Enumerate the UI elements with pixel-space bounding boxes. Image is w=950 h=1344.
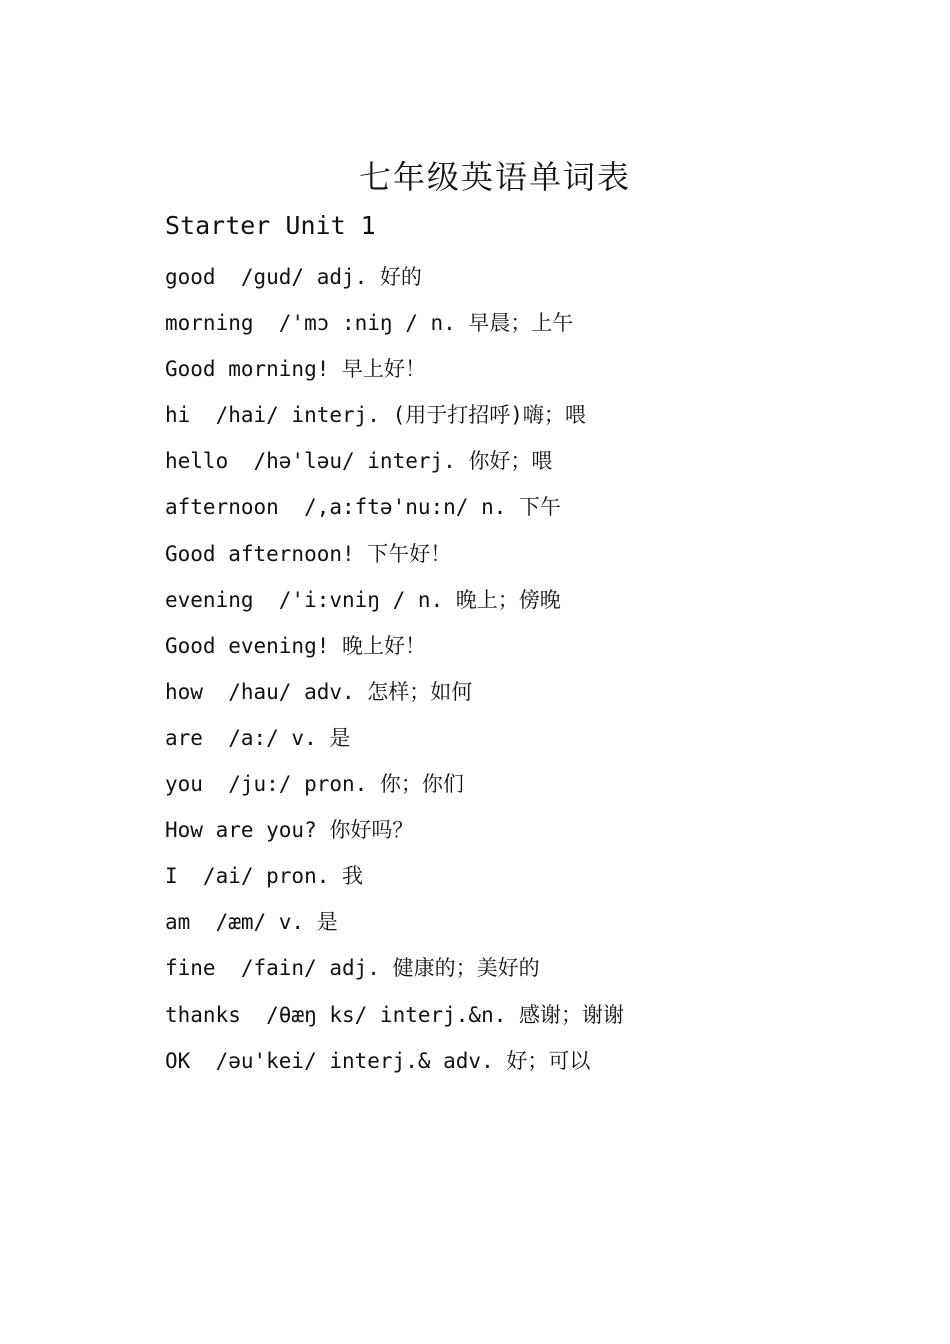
vocab-entry: thanks /θæŋ ks/ interj.&n. 感谢；谢谢 [165,1002,625,1027]
vocab-entry: how /hau/ adv. 怎样；如何 [165,679,473,704]
vocab-entry: afternoon /,a:ftə'nu:n/ n. 下午 [165,495,562,520]
vocab-entry: I /ai/ pron. 我 [165,864,364,889]
document-title: 七年级英语单词表 [358,158,631,196]
unit-heading: Starter Unit 1 [165,211,376,240]
vocab-entry: OK /əu'kei/ interj.& adv. 好；可以 [165,1048,591,1073]
vocabulary-list [165,257,624,1087]
vocab-entry: evening /'i:vniŋ / n. 晚上；傍晚 [165,587,561,612]
vocab-entry: you /ju:/ pron. 你；你们 [165,772,464,797]
vocab-entry: Good evening! 晚上好！ [165,633,427,658]
vocab-entry: hello /hə'ləu/ interj. 你好；喂 [165,449,553,474]
vocab-entry: Good morning! 早上好！ [165,357,427,382]
vocab-entry: am /æm/ v. 是 [165,910,338,935]
vocab-entry: How are you? 你好吗？ [165,818,414,843]
vocab-entry: are /a:/ v. 是 [165,725,351,750]
vocab-entry: hi /hai/ interj. (用于打招呼)嗨；喂 [165,403,586,428]
vocab-entry: fine /fain/ adj. 健康的；美好的 [165,956,540,981]
vocab-entry: Good afternoon! 下午好！ [165,541,452,566]
vocab-entry: good /gud/ adj. 好的 [165,265,422,289]
vocab-entry: morning /'mɔ :niŋ / n. 早晨；上午 [165,311,574,336]
